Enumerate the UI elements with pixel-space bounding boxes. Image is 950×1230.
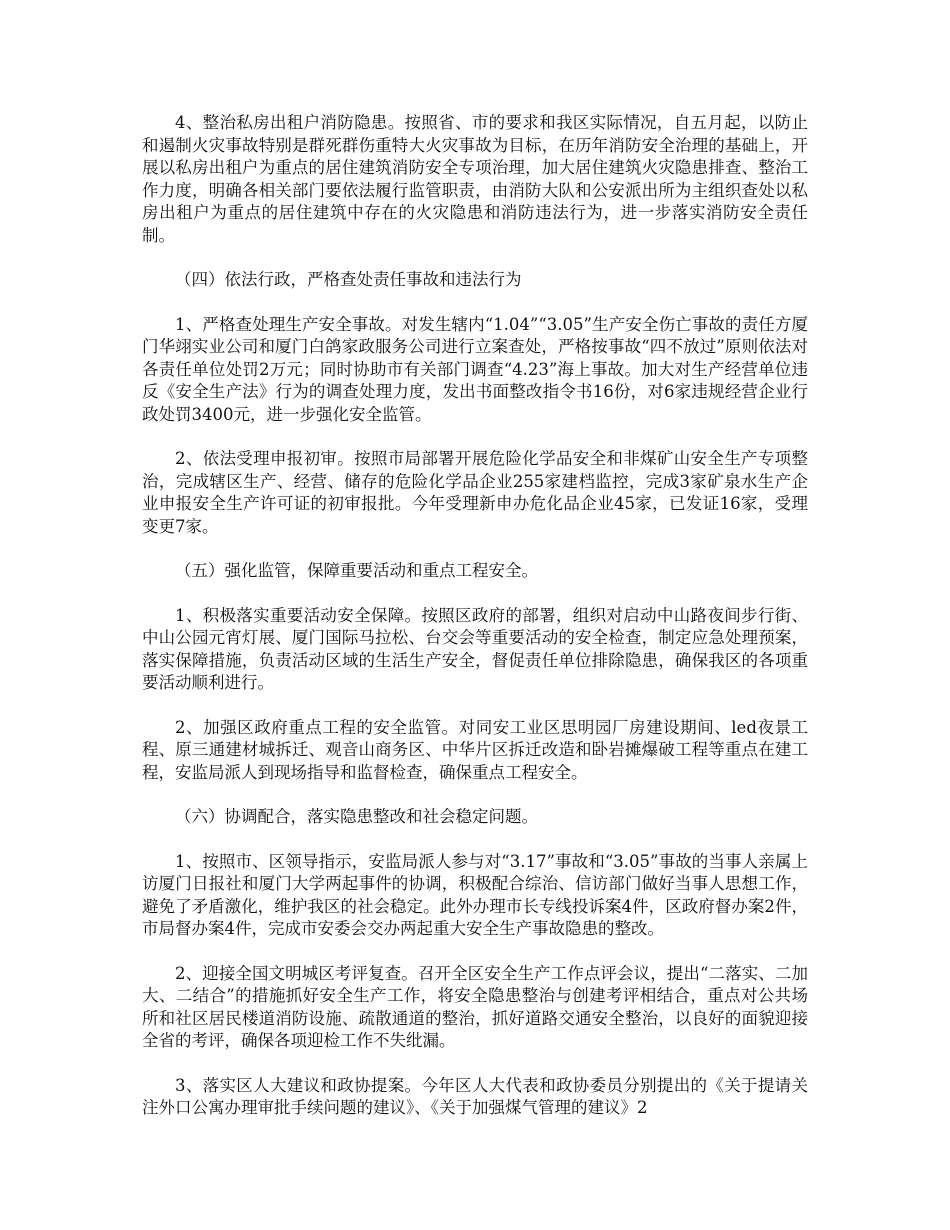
paragraph-event-safety: 1、积极落实重要活动安全保障。按照区政府的部署，组织对启动中山路夜间步行街、中山公园元宵灯展、厦门国际马拉松、台交会等重要活动的安全检查，制定应急处理预案，落实保障措施，负责活动区域的生活生产安全，督促责任单位排除隐患，确保我区的各项重要活动顺利进行。 bbox=[142, 605, 808, 692]
paragraph-civilized-city-review: 2、迎接全国文明城区考评复查。召开全区安全生产工作点评会议，提出“二落实、二加大、二结合”的措施抓好安全生产工作，将安全隐患整治与创建考评相结合，重点对公共场所和社区居民楼道消防设施、疏散通道的整治，抓好道路交通安全整治，以良好的面貌迎接全省的考评，确保各项迎检工作不失纰漏。 bbox=[142, 963, 808, 1050]
document-page bbox=[142, 112, 808, 1142]
paragraph-project-supervision: 2、加强区政府重点工程的安全监管。对同安工业区思明园厂房建设期间、led夜景工程、原三通建材城拆迁、观音山商务区、中华片区拆迁改造和卧岩摊爆破工程等重点在建工程，安监局派人到现场指导和监督检查，确保重点工程安全。 bbox=[142, 717, 808, 782]
paragraph-proposals: 3、落实区人大建议和政协提案。今年区人大代表和政协委员分别提出的《关于提请关注外口公寓办理审批手续问题的建议》、《关于加强煤气管理的建议》2 bbox=[142, 1075, 808, 1117]
paragraph-coordination: 1、按照市、区领导指示，安监局派人参与对“3.17”事故和“3.05”事故的当事人亲属上访厦门日报社和厦门大学两起事件的协调，积极配合综治、信访部门做好当事人思想工作，避免了矛盾激化，维护我区的社会稳定。此外办理市长专线投诉案4件，区政府督办案2件，市局督办案4件，完成市安委会交办两起重大安全生产事故隐患的整改。 bbox=[142, 851, 808, 938]
paragraph-fire-hazard-rental: 4、整治私房出租户消防隐患。按照省、市的要求和我区实际情况，自五月起，以防止和遏制火灾事故特别是群死群伤重特大火灾事故为目标，在历年消防安全治理的基础上，开展以私房出租户为重点的居住建筑消防安全专项治理，加大居住建筑火灾隐患排查、整治工作力度，明确各相关部门要依法履行监管职责，由消防大队和公安派出所为主组织查处以私房出租户为重点的居住建筑中存在的火灾隐患和消防违法行为，进一步落实消防安全责任制。 bbox=[142, 113, 808, 245]
section-heading-6: （六）协调配合，落实隐患整改和社会稳定问题。 bbox=[175, 807, 538, 826]
paragraph-accident-investigation: 1、严格查处理生产安全事故。对发生辖内“1.04”“3.05”生产安全伤亡事故的责任方厦门华翊实业公司和厦门白鸽家政服务公司进行立案查处，严格按事故“四不放过”原则依法对各责任单位处罚2万元；同时协助市有关部门调查“4.23”海上事故。加大对生产经营单位违反《安全生产法》行为的调查处理力度，发出书面整改指令书16份，对6家违规经营企业行政处罚3400元，进一步强化安全监管。 bbox=[142, 314, 808, 424]
section-heading-4: （四）依法行政，严格查处责任事故和违法行为 bbox=[175, 270, 522, 289]
paragraph-permit-review: 2、依法受理申报初审。按照市局部署开展危险化学品安全和非煤矿山安全生产专项整治，完成辖区生产、经营、储存的危险化学品企业255家建档监控，完成3家矿泉水生产企业申报安全生产许可证的初审报批。今年受理新申办危化品企业45家，已发证16家，受理变更7家。 bbox=[142, 449, 808, 536]
section-heading-5: （五）强化监管，保障重要活动和重点工程安全。 bbox=[175, 561, 538, 580]
